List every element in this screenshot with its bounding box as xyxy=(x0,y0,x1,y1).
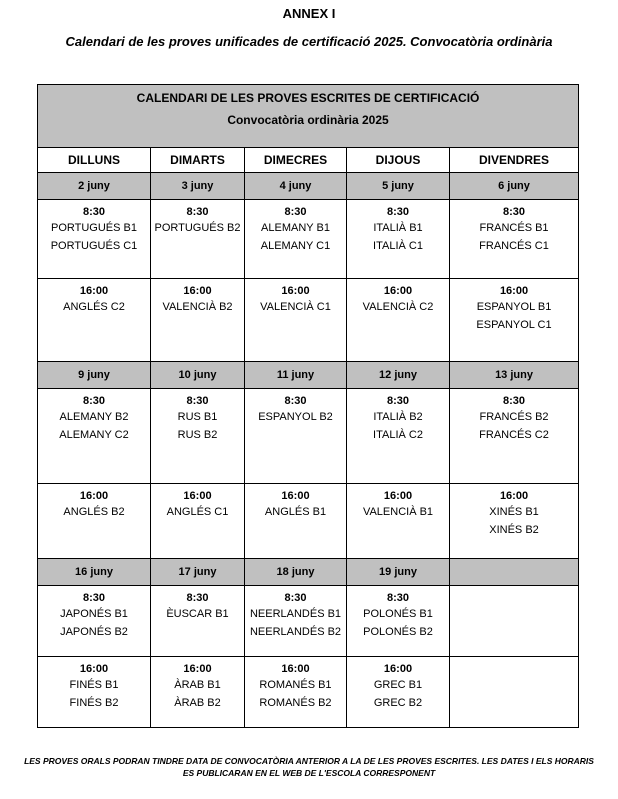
exam-entry: VALENCIÀ C2 xyxy=(362,301,434,313)
morning-session-row xyxy=(38,389,579,484)
session-time: 16:00 xyxy=(281,490,310,502)
session-time: 8:30 xyxy=(82,395,106,407)
exam-entry: NEERLANDÉS B2 xyxy=(249,626,342,638)
exam-entry: ÀRAB B2 xyxy=(174,697,221,709)
date-cell: 13 juny xyxy=(450,362,579,389)
session-time: 16:00 xyxy=(183,663,212,675)
date-cell: 18 juny xyxy=(245,559,347,586)
exam-entry: XINÉS B1 xyxy=(489,506,539,518)
session-cell xyxy=(347,279,450,362)
session-cell xyxy=(245,279,347,362)
session-cell xyxy=(245,484,347,559)
session-cell xyxy=(151,586,245,657)
footer-note: LES PROVES ORALS PODRAN TINDRE DATA DE CONVOCATÒRIA ANTERIOR A LA DE LES PROVES ESCRITES. LES DATES I ELS HORARIS ES PUBLICARAN EN EL WEB DE L'ESCOLA CORRESPONENT xyxy=(24,756,594,778)
exam-entry: ALEMANY B1 xyxy=(261,222,330,234)
annex-heading: ANNEX I xyxy=(282,6,336,21)
session-cell xyxy=(347,389,450,484)
afternoon-session-row xyxy=(38,484,579,559)
exam-entry: POLONÉS B1 xyxy=(363,608,433,620)
exam-entry: POLONÉS B2 xyxy=(363,626,433,638)
exam-entry: VALENCIÀ B1 xyxy=(362,506,434,518)
session-time: 16:00 xyxy=(383,285,413,297)
date-cell xyxy=(450,559,579,586)
session-cell xyxy=(151,484,245,559)
session-time: 8:30 xyxy=(186,592,209,604)
exam-entry: RUS B1 xyxy=(177,411,218,423)
session-cell xyxy=(347,200,450,279)
session-cell xyxy=(245,586,347,657)
date-row xyxy=(38,362,579,389)
session-cell xyxy=(38,586,151,657)
date-cell: 12 juny xyxy=(347,362,450,389)
session-cell xyxy=(450,279,579,362)
session-cell xyxy=(151,657,245,728)
weekday-header: DILLUNS xyxy=(38,148,151,173)
exam-entry: ÈUSCAR B1 xyxy=(166,608,229,620)
exam-entry: FINÉS B1 xyxy=(69,679,119,691)
exam-entry: ALEMANY C2 xyxy=(59,429,129,441)
exam-entry: FRANCÉS C1 xyxy=(479,240,549,252)
calendar-subtitle: Convocatòria ordinària 2025 xyxy=(227,113,389,127)
session-time: 16:00 xyxy=(499,285,529,297)
exam-entry: ROMANÉS B1 xyxy=(259,679,332,691)
session-cell xyxy=(450,657,579,728)
exam-entry: ANGLÉS B2 xyxy=(63,506,125,518)
exam-entry: ITALIÀ B2 xyxy=(373,411,423,423)
date-cell: 19 juny xyxy=(347,559,450,586)
date-cell: 3 juny xyxy=(151,173,245,200)
session-time: 8:30 xyxy=(503,395,526,407)
exam-entry: ROMANÉS B2 xyxy=(259,697,332,709)
exam-entry: ÀRAB B1 xyxy=(174,679,221,691)
session-time: 8:30 xyxy=(386,395,410,407)
exam-entry: GREC B1 xyxy=(373,679,423,691)
afternoon-session-row xyxy=(38,279,579,362)
session-time: 16:00 xyxy=(499,490,529,502)
session-cell xyxy=(245,389,347,484)
exam-entry: ANGLÉS B1 xyxy=(264,506,327,518)
calendar-title: CALENDARI DE LES PROVES ESCRITES DE CERTIFICACIÓ xyxy=(136,91,480,105)
exam-entry: PORTUGUÉS B1 xyxy=(51,222,137,234)
weekday-header: DIJOUS xyxy=(347,148,450,173)
session-time: 16:00 xyxy=(383,490,413,502)
document-subtitle: Calendari de les proves unificades de certificació 2025. Convocatòria ordinària xyxy=(65,34,553,49)
session-time: 8:30 xyxy=(186,395,209,407)
exam-entry: PORTUGUÉS B2 xyxy=(154,222,241,234)
exam-entry: JAPONÉS B2 xyxy=(60,626,128,638)
morning-session-row xyxy=(38,586,579,657)
session-time: 16:00 xyxy=(281,663,310,675)
date-cell: 5 juny xyxy=(347,173,450,200)
session-time: 16:00 xyxy=(183,285,212,297)
exam-entry: NEERLANDÉS B1 xyxy=(249,608,342,620)
session-cell xyxy=(347,657,450,728)
date-cell: 4 juny xyxy=(245,173,347,200)
exam-entry: ESPANYOL C1 xyxy=(476,319,552,331)
date-row xyxy=(38,559,579,586)
exam-entry: VALENCIÀ B2 xyxy=(162,301,233,313)
session-time: 16:00 xyxy=(281,285,310,297)
exam-entry: XINÉS B2 xyxy=(489,524,539,536)
weekday-header: DIVENDRES xyxy=(450,148,579,173)
session-time: 8:30 xyxy=(386,592,410,604)
session-time: 8:30 xyxy=(284,395,307,407)
exam-entry: PORTUGUÉS C1 xyxy=(50,240,138,252)
session-cell xyxy=(245,200,347,279)
date-cell: 6 juny xyxy=(450,173,579,200)
session-time: 16:00 xyxy=(79,663,109,675)
session-cell xyxy=(38,389,151,484)
session-cell xyxy=(151,200,245,279)
session-cell xyxy=(450,389,579,484)
exam-entry: ALEMANY C1 xyxy=(260,240,331,252)
date-cell: 17 juny xyxy=(151,559,245,586)
date-cell: 10 juny xyxy=(151,362,245,389)
date-cell: 16 juny xyxy=(38,559,151,586)
date-cell: 11 juny xyxy=(245,362,347,389)
session-cell xyxy=(450,484,579,559)
morning-session-row xyxy=(38,200,579,279)
exam-entry: ANGLÉS C1 xyxy=(166,506,229,518)
exam-entry: ITALIÀ C2 xyxy=(373,429,423,441)
session-time: 8:30 xyxy=(284,592,307,604)
session-cell xyxy=(38,657,151,728)
session-cell xyxy=(347,484,450,559)
exam-entry: JAPONÉS B1 xyxy=(60,608,128,620)
exam-entry: FRANCÉS B2 xyxy=(479,411,549,423)
exam-entry: VALENCIÀ C1 xyxy=(260,301,331,313)
session-time: 8:30 xyxy=(386,206,410,218)
session-time: 16:00 xyxy=(183,490,212,502)
session-time: 16:00 xyxy=(79,285,109,297)
session-cell xyxy=(347,586,450,657)
calendar-title-cell xyxy=(38,85,579,148)
exam-entry: ITALIÀ C1 xyxy=(373,240,423,252)
date-cell: 2 juny xyxy=(38,173,151,200)
session-cell xyxy=(450,200,579,279)
afternoon-session-row xyxy=(38,657,579,728)
exam-entry: ESPANYOL B2 xyxy=(258,411,333,423)
session-time: 8:30 xyxy=(284,206,307,218)
session-cell xyxy=(38,279,151,362)
session-time: 16:00 xyxy=(383,663,413,675)
weekday-header: DIMARTS xyxy=(151,148,245,173)
date-cell: 9 juny xyxy=(38,362,151,389)
session-cell xyxy=(450,586,579,657)
session-cell xyxy=(245,657,347,728)
exam-entry: ITALIÀ B1 xyxy=(373,222,423,234)
session-time: 8:30 xyxy=(82,592,106,604)
exam-entry: ESPANYOL B1 xyxy=(476,301,552,313)
exam-entry: FINÉS B2 xyxy=(69,697,119,709)
session-time: 8:30 xyxy=(186,206,209,218)
exam-entry: ANGLÉS C2 xyxy=(63,301,125,313)
session-time: 16:00 xyxy=(79,490,109,502)
session-cell xyxy=(38,484,151,559)
session-cell xyxy=(38,200,151,279)
exam-entry: FRANCÉS B1 xyxy=(479,222,549,234)
session-time: 8:30 xyxy=(503,206,526,218)
exam-calendar-table xyxy=(37,84,579,728)
session-cell xyxy=(151,279,245,362)
exam-entry: FRANCÉS C2 xyxy=(479,429,549,441)
session-time: 8:30 xyxy=(82,206,106,218)
weekday-header-row xyxy=(38,148,579,173)
exam-entry: ALEMANY B2 xyxy=(59,411,129,423)
exam-entry: RUS B2 xyxy=(177,429,218,441)
exam-entry: GREC B2 xyxy=(373,697,423,709)
weekday-header: DIMECRES xyxy=(245,148,347,173)
session-cell xyxy=(151,389,245,484)
date-row xyxy=(38,173,579,200)
